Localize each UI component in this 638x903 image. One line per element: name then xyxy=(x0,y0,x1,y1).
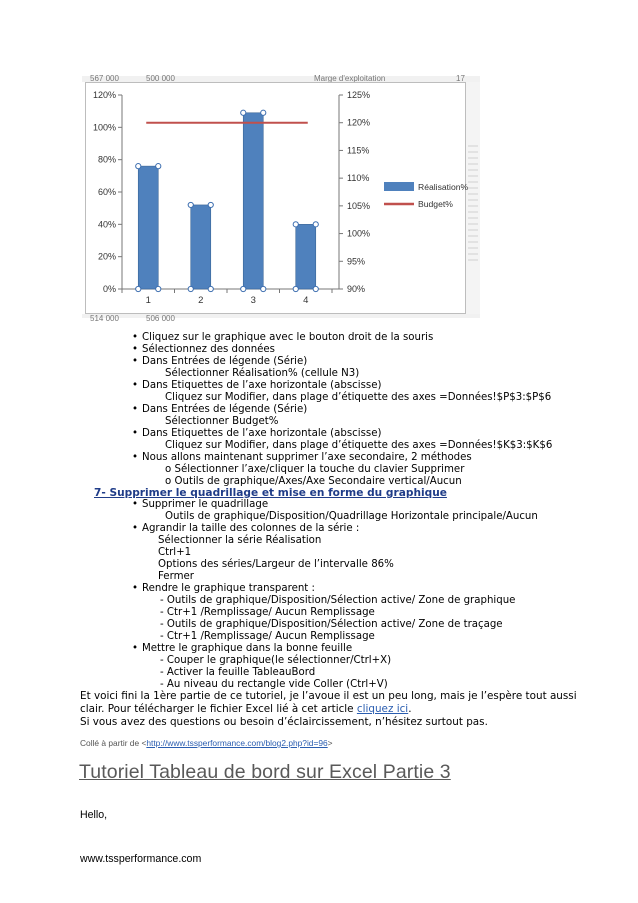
bar-selection-handle xyxy=(261,110,266,115)
category-label: 1 xyxy=(145,295,151,306)
top-strip-text: 17 xyxy=(456,74,465,83)
secondary-tick-label: 105% xyxy=(347,200,371,211)
closing-line-3: Si vous avez des questions ou besoin d’éclaircissement, n’hésitez surtout pas. xyxy=(80,716,488,728)
step-right-click: • Cliquez sur le graphique avec le bouton droit de la souris xyxy=(142,332,433,344)
primary-tick-label: 120% xyxy=(92,90,116,100)
substep-plot-area: - Outils de graphique/Disposition/Sélection active/ Zone de traçage xyxy=(160,619,503,630)
greeting: Hello, xyxy=(80,809,108,821)
substep-modify-range-1: Cliquez sur Modifier, dans plage d’étiquette des axes =Données!$P$3:$P$6 xyxy=(165,392,552,403)
step-legend-entries-1: • Dans Entrées de légende (Série) xyxy=(142,356,307,368)
bar-selection-handle xyxy=(156,164,161,169)
bottom-strip-text: 506 000 xyxy=(146,314,175,323)
step-transparent: • Rendre le graphique transparent : xyxy=(142,583,315,595)
bar xyxy=(191,205,211,289)
step-remove-secondary-axis: • Nous allons maintenant supprimer l’axe secondaire, 2 méthodes xyxy=(142,452,472,464)
download-link[interactable]: cliquez ici xyxy=(356,703,409,715)
chart-image xyxy=(82,74,480,323)
source-link[interactable]: http://www.tssperformance.com/blog2.php?id=96 xyxy=(146,738,328,748)
substep-paste: - Au niveau du rectangle vide Coller (Ctrl+V) xyxy=(160,679,388,690)
bar-selection-handle xyxy=(136,164,141,169)
category-label: 2 xyxy=(198,295,204,306)
closing-line-1: Et voici fini la 1ère partie de ce tutoriel, je l’avoue il est un peu long, mais je l’espère tout aussi xyxy=(80,690,577,702)
closing-line-2-end: . xyxy=(408,703,412,715)
bar-selection-handle xyxy=(188,202,193,207)
legend-label-budget: Budget% xyxy=(418,199,453,209)
step-legend-entries-2: • Dans Entrées de légende (Série) xyxy=(142,404,307,416)
substep-activate-sheet: - Activer la feuille TableauBord xyxy=(160,667,316,678)
source-prefix: Collé à partir de < xyxy=(80,738,147,748)
secondary-tick-label: 125% xyxy=(347,90,371,100)
combo-chart xyxy=(82,74,480,323)
bar-selection-handle xyxy=(241,110,246,115)
step-select-data: • Sélectionnez des données xyxy=(142,344,275,356)
source-line xyxy=(80,738,333,748)
step-move-chart: • Mettre le graphique dans la bonne feuille xyxy=(142,643,352,655)
closing-line-2-text: clair. Pour télécharger le fichier Excel lié à cet article xyxy=(80,703,357,715)
closing-line-2 xyxy=(80,703,412,716)
substep-modify-range-2: Cliquez sur Modifier, dans plage d’étiquette des axes =Données!$K$3:$K$6 xyxy=(165,440,553,451)
substep-method-2: o Outils de graphique/Axes/Axe Secondaire vertical/Aucun xyxy=(165,476,462,487)
substep-select-series: Sélectionner la série Réalisation xyxy=(158,535,322,546)
bar-selection-handle xyxy=(188,286,193,291)
bottom-strip-text: 514 000 xyxy=(90,314,119,323)
bar-selection-handle xyxy=(241,286,246,291)
bar-selection-handle xyxy=(313,222,318,227)
secondary-tick-label: 90% xyxy=(347,284,366,294)
substep-cut: - Couper le graphique(le sélectionner/Ctrl+X) xyxy=(160,655,392,666)
sheet-edge xyxy=(466,82,480,314)
secondary-tick-label: 110% xyxy=(347,173,370,184)
top-strip-text: Marge d'exploitation xyxy=(314,74,386,83)
bar-selection-handle xyxy=(313,286,318,291)
footer-url: www.tssperformance.com xyxy=(80,853,202,865)
secondary-tick-label: 95% xyxy=(347,256,366,267)
secondary-tick-label: 100% xyxy=(347,228,371,239)
section-7-title: 7- Supprimer le quadrillage et mise en forme du graphique xyxy=(94,487,447,499)
substep-method-1: o Sélectionner l’axe/cliquer la touche du clavier Supprimer xyxy=(165,464,465,475)
bar-selection-handle xyxy=(261,286,266,291)
bottom-strip-bg xyxy=(82,314,480,318)
bar xyxy=(138,166,158,289)
bar-selection-handle xyxy=(208,286,213,291)
substep-no-fill-1: - Ctr+1 /Remplissage/ Aucun Remplissage xyxy=(160,607,375,618)
substep-select-realisation: Sélectionner Réalisation% (cellule N3) xyxy=(165,368,360,379)
bar xyxy=(296,224,316,289)
category-label: 3 xyxy=(250,295,256,306)
source-suffix: > xyxy=(327,738,333,748)
category-label: 4 xyxy=(303,295,309,306)
step-remove-gridlines: • Supprimer le quadrillage xyxy=(142,499,268,511)
page-heading: Tutoriel Tableau de bord sur Excel Partie 3 xyxy=(79,761,451,783)
legend-label-realisation: Réalisation% xyxy=(418,182,469,192)
secondary-tick-label: 120% xyxy=(347,117,371,128)
bar xyxy=(243,113,263,289)
step-axis-labels-2: • Dans Etiquettes de l’axe horizontale (abscisse) xyxy=(142,428,381,440)
top-strip-bg xyxy=(82,76,480,82)
step-axis-labels-1: • Dans Etiquettes de l’axe horizontale (abscisse) xyxy=(142,380,381,392)
primary-tick-label: 40% xyxy=(97,219,116,230)
substep-no-fill-2: - Ctr+1 /Remplissage/ Aucun Remplissage xyxy=(160,631,375,642)
primary-tick-label: 80% xyxy=(97,154,116,165)
primary-tick-label: 60% xyxy=(97,187,116,197)
step-widen-columns: • Agrandir la taille des colonnes de la série : xyxy=(142,523,359,535)
secondary-tick-label: 115% xyxy=(347,145,370,156)
bar-selection-handle xyxy=(293,286,298,291)
primary-tick-label: 100% xyxy=(92,122,116,133)
top-strip-text: 500 000 xyxy=(146,74,175,83)
legend-swatch-realisation xyxy=(384,182,414,191)
substep-gap-width: Options des séries/Largeur de l’intervalle 86% xyxy=(158,559,394,570)
primary-tick-label: 0% xyxy=(102,284,116,294)
substep-select-budget: Sélectionner Budget% xyxy=(165,416,279,427)
substep-chart-area: - Outils de graphique/Disposition/Sélection active/ Zone de graphique xyxy=(160,595,516,606)
bar-selection-handle xyxy=(156,286,161,291)
substep-close: Fermer xyxy=(158,571,194,582)
top-strip-text: 567 000 xyxy=(90,74,119,83)
substep-ctrl1: Ctrl+1 xyxy=(158,547,192,558)
substep-gridlines-path: Outils de graphique/Disposition/Quadrillage Horizontale principale/Aucun xyxy=(165,511,538,522)
bar-selection-handle xyxy=(293,222,298,227)
bar-selection-handle xyxy=(136,286,141,291)
bar-selection-handle xyxy=(208,202,213,207)
primary-tick-label: 20% xyxy=(97,251,116,262)
